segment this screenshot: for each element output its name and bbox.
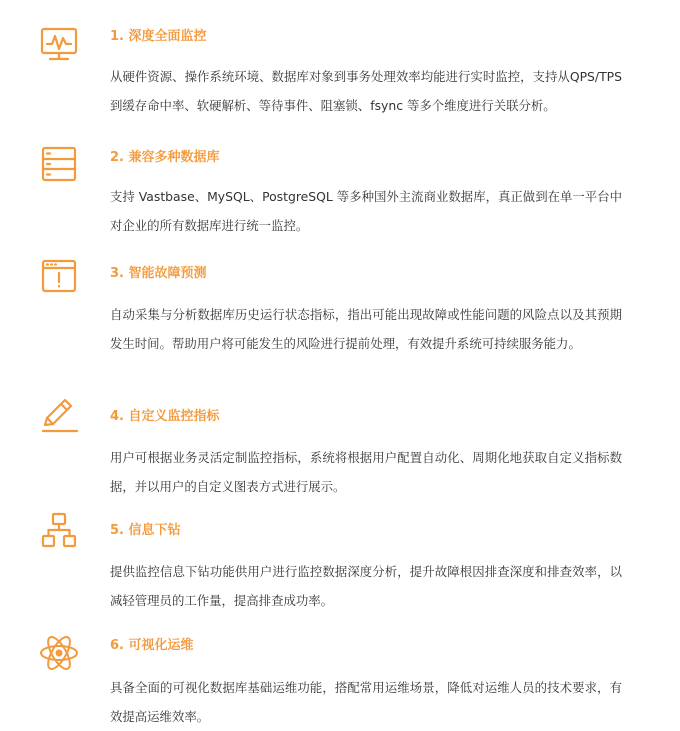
feature-description: 自动采集与分析数据库历史运行状态指标，指出可能出现故障或性能问题的风险点以及其预期发生时间。帮助用户将可能发生的风险进行提前处理，有效提升系统可持续服务能力。 [110,307,622,351]
feature-title: 3. 智能故障预测 [110,266,207,281]
feature-description: 支持 Vastbase、MySQL、PostgreSQL 等多种国外主流商业数据库，真正做到在单一平台中对企业的所有数据库进行统一监控。 [110,189,622,233]
feature-title: 6. 可视化运维 [110,638,194,653]
feature-title: 2. 兼容多种数据库 [110,150,220,165]
feature-title: 4. 自定义监控指标 [110,409,220,424]
feature-description: 用户可根据业务灵活定制监控指标，系统将根据用户配置自动化、周期化地获取自定义指标数据，并以用户的自定义图表方式进行展示。 [110,450,622,494]
monitor-pulse-icon [39,24,79,64]
feature-description: 具备全面的可视化数据库基础运维功能，搭配常用运维场景，降低对运维人员的技术要求，有效提高运维效率。 [110,680,622,724]
feature-description: 提供监控信息下钻功能供用户进行监控数据深度分析，提升故障根因排查深度和排查效率，以减轻管理员的工作量，提高排查成功率。 [110,564,622,608]
window-alert-icon [39,256,79,296]
database-stack-icon [39,144,79,184]
pencil-edit-icon [39,395,79,435]
feature-title: 1. 深度全面监控 [110,29,207,44]
atom-orbit-icon [39,633,79,673]
feature-title: 5. 信息下钻 [110,523,181,538]
feature-description: 从硬件资源、操作系统环境、数据库对象到事务处理效率均能进行实时监控，支持从QPS/TPS 到缓存命中率、软硬解析、等待事件、阻塞锁、fsync 等多个维度进行关联分析。 [110,69,622,113]
hierarchy-tree-icon [39,510,79,550]
